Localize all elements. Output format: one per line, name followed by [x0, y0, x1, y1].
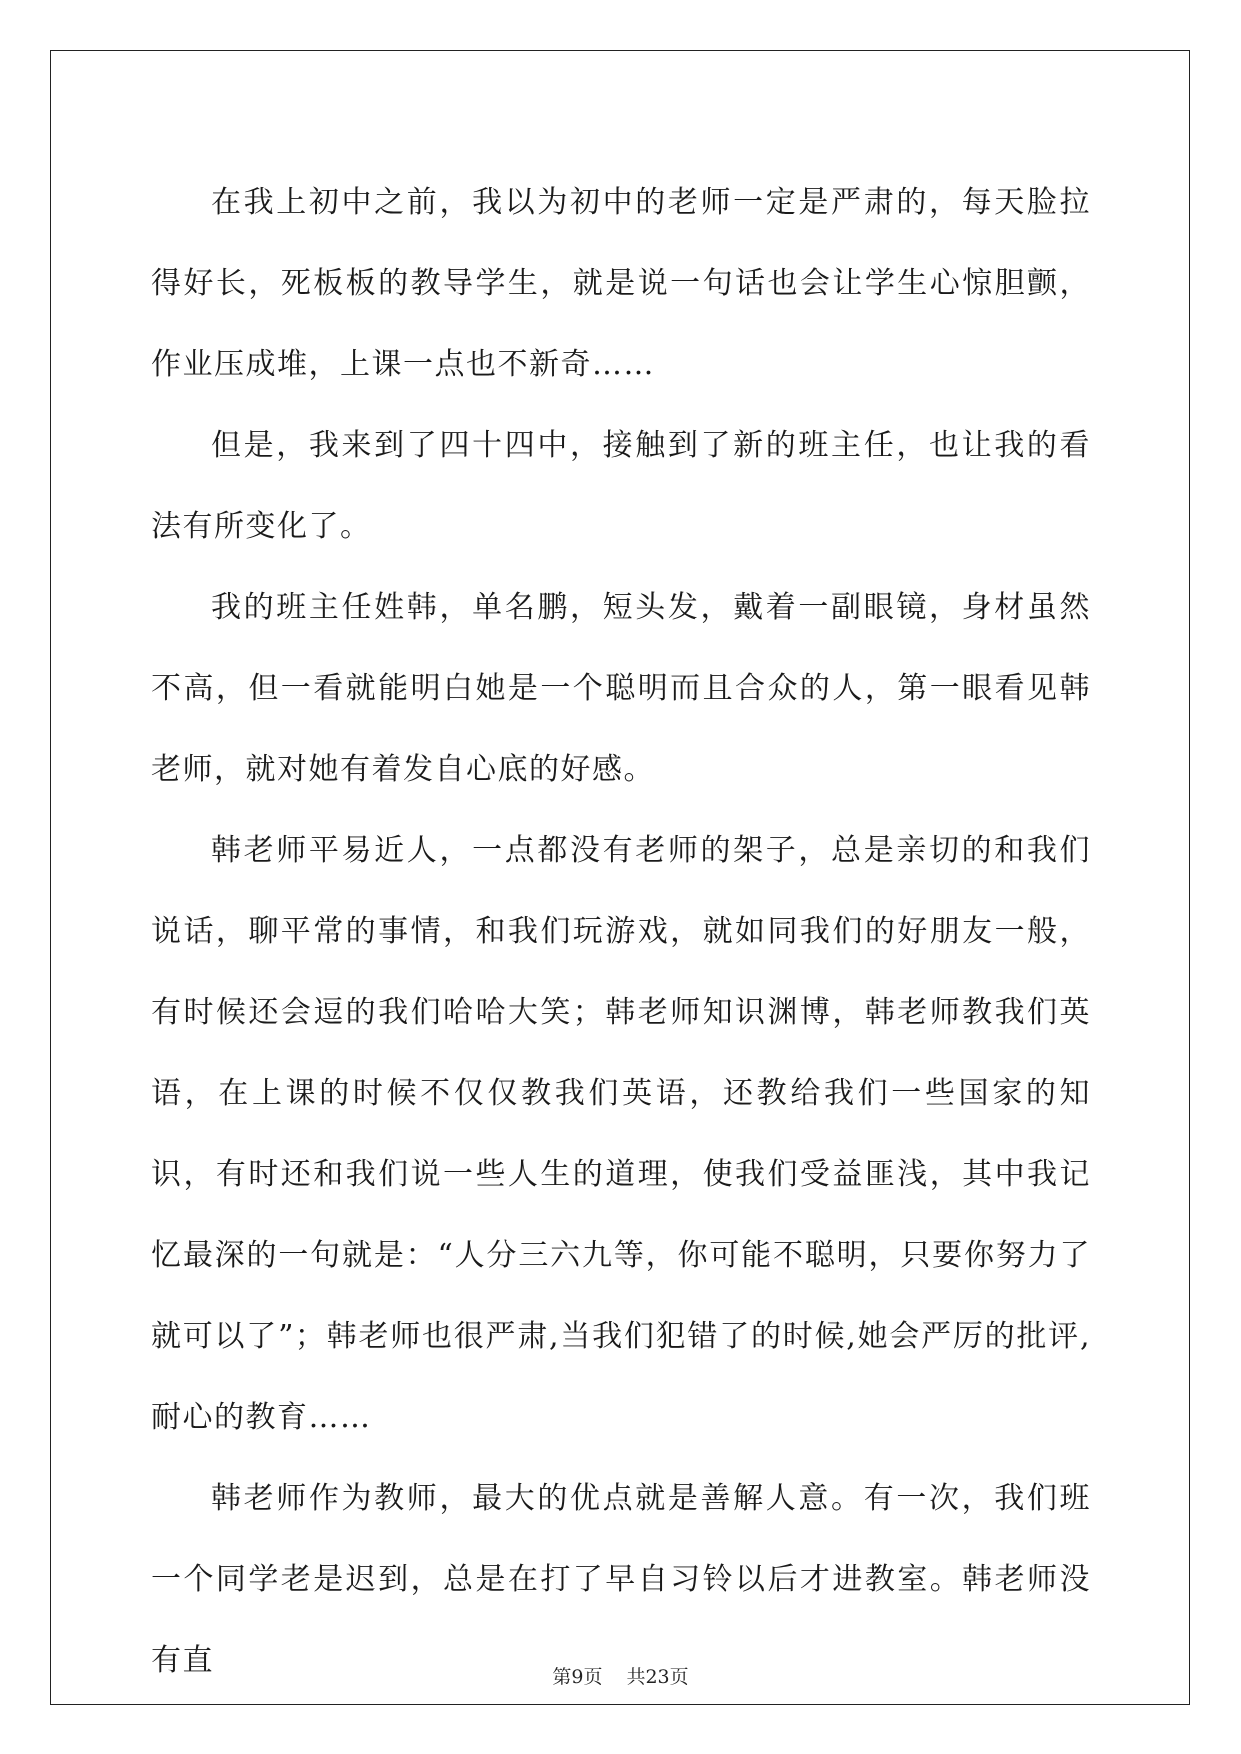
paragraph-5: 韩老师作为教师，最大的优点就是善解人意。有一次，我们班一个同学老是迟到，总是在打了早自习铃以后才进教室。韩老师没有直	[151, 1481, 1091, 1678]
paragraph-1: 在我上初中之前，我以为初中的老师一定是严肃的，每天脸拉得好长，死板板的教导学生，就是说一句话也会让学生心惊胆颤，作业压成堆，上课一点也不新奇……	[151, 185, 1091, 382]
document-body	[151, 162, 1091, 1701]
page-number-total: 共23页	[626, 1666, 689, 1688]
paragraph-3: 我的班主任姓韩，单名鹏，短头发，戴着一副眼镜，身材虽然不高，但一看就能明白她是一个聪明而且合众的人，第一眼看见韩老师，就对她有着发自心底的好感。	[151, 590, 1091, 787]
page-number-current: 第9页	[552, 1666, 603, 1688]
paragraph-2: 但是，我来到了四十四中，接触到了新的班主任，也让我的看法有所变化了。	[151, 428, 1091, 544]
paragraph-4: 韩老师平易近人，一点都没有老师的架子，总是亲切的和我们说话，聊平常的事情，和我们玩游戏，就如同我们的好朋友一般，有时候还会逗的我们哈哈大笑；韩老师知识渊博，韩老师教我们英语，在上课的时候不仅仅教我们英语，还教给我们一些国家的知识，有时还和我们说一些人生的道理，使我们受益匪浅，其中我记忆最深的一句就是：“人分三六九等，你可能不聪明，只要你努力了就可以了”；韩老师也很严肃,当我们犯错了的时候,她会严厉的批评,耐心的教育……	[151, 833, 1091, 1435]
page-footer	[0, 1662, 1241, 1689]
